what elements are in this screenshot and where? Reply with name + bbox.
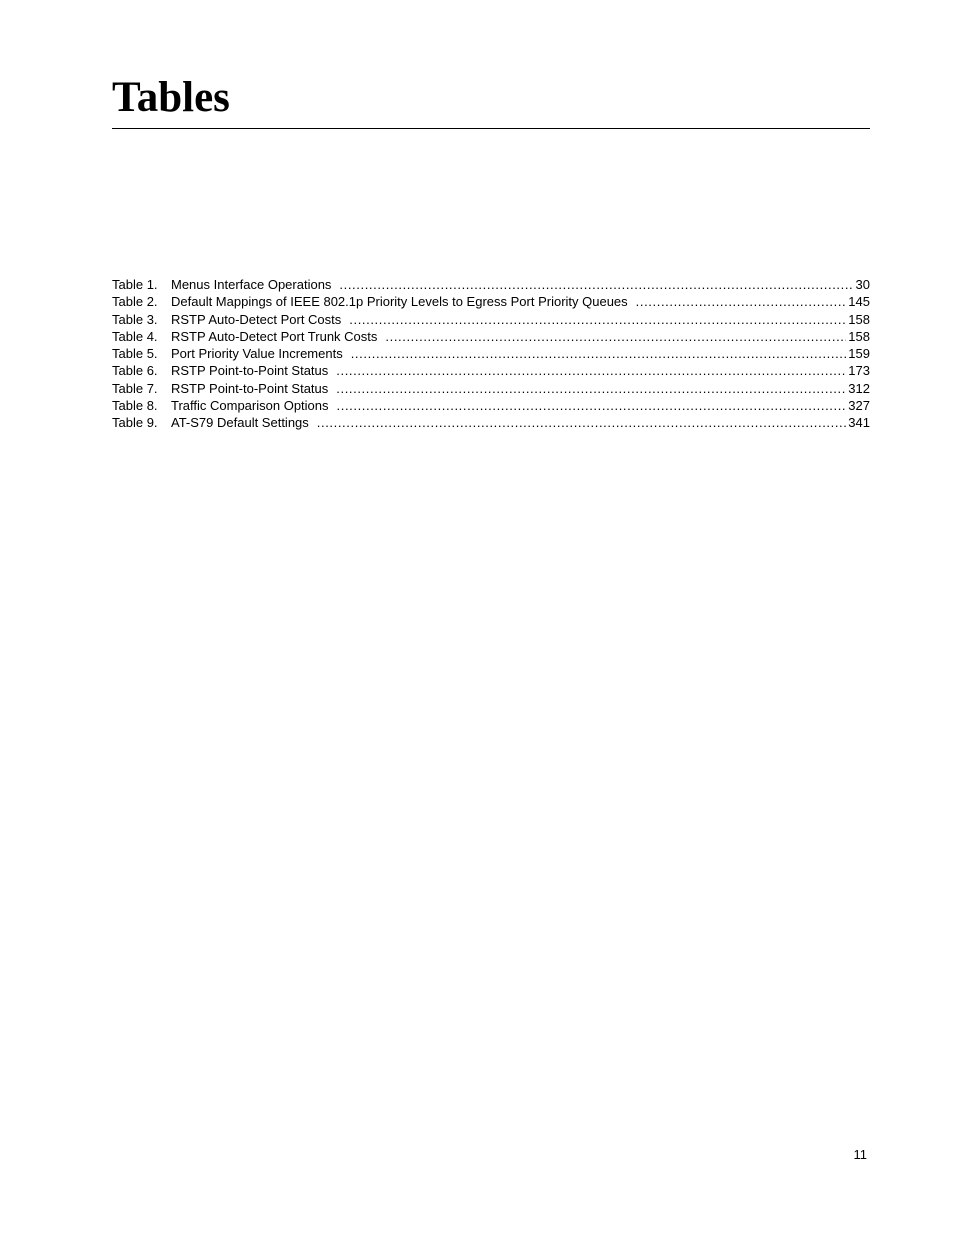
table-number: Table 5. (112, 346, 158, 361)
dot-leader (336, 380, 846, 397)
toc-entry[interactable] (112, 328, 870, 345)
toc-entry[interactable] (112, 293, 870, 310)
dot-leader (337, 397, 847, 414)
table-number: Table 3. (112, 311, 158, 327)
title-rule (112, 128, 870, 129)
dot-leader (336, 362, 846, 379)
table-page: 327 (848, 397, 870, 413)
page-title: Tables (112, 74, 230, 121)
table-title: Traffic Comparison Options (171, 397, 329, 413)
page-number: 11 (853, 1147, 867, 1162)
table-page: 159 (848, 346, 870, 361)
table-number: Table 9. (112, 415, 158, 430)
list-of-tables (112, 276, 870, 431)
table-number: Table 7. (112, 380, 158, 396)
table-title: RSTP Auto-Detect Port Trunk Costs (171, 328, 378, 344)
table-page: 158 (848, 328, 870, 344)
dot-leader (349, 311, 846, 328)
table-number: Table 1. (112, 277, 158, 292)
table-title: Default Mappings of IEEE 802.1p Priority Levels to Egress Port Priority Queues (171, 294, 628, 310)
table-number: Table 6. (112, 363, 158, 379)
table-page: 30 (855, 277, 870, 292)
toc-entry[interactable] (112, 362, 870, 379)
table-number: Table 4. (112, 328, 158, 344)
table-title: RSTP Point-to-Point Status (171, 380, 329, 396)
dot-leader (636, 293, 847, 310)
dot-leader (351, 345, 847, 362)
toc-entry[interactable] (112, 414, 870, 431)
table-number: Table 2. (112, 294, 158, 310)
toc-entry[interactable] (112, 345, 870, 362)
table-title: AT-S79 Default Settings (171, 415, 309, 430)
table-number: Table 8. (112, 397, 158, 413)
dot-leader (385, 328, 846, 345)
dot-leader (317, 414, 847, 431)
dot-leader (339, 276, 853, 293)
table-page: 158 (848, 311, 870, 327)
table-title: RSTP Point-to-Point Status (171, 363, 329, 379)
toc-entry[interactable] (112, 276, 870, 293)
table-page: 145 (848, 294, 870, 310)
table-page: 312 (848, 380, 870, 396)
toc-entry[interactable] (112, 311, 870, 328)
toc-entry[interactable] (112, 397, 870, 414)
table-title: RSTP Auto-Detect Port Costs (171, 311, 342, 327)
table-page: 173 (848, 363, 870, 379)
table-title: Port Priority Value Increments (171, 346, 343, 361)
table-title: Menus Interface Operations (171, 277, 332, 292)
table-page: 341 (848, 415, 870, 430)
toc-entry[interactable] (112, 380, 870, 397)
